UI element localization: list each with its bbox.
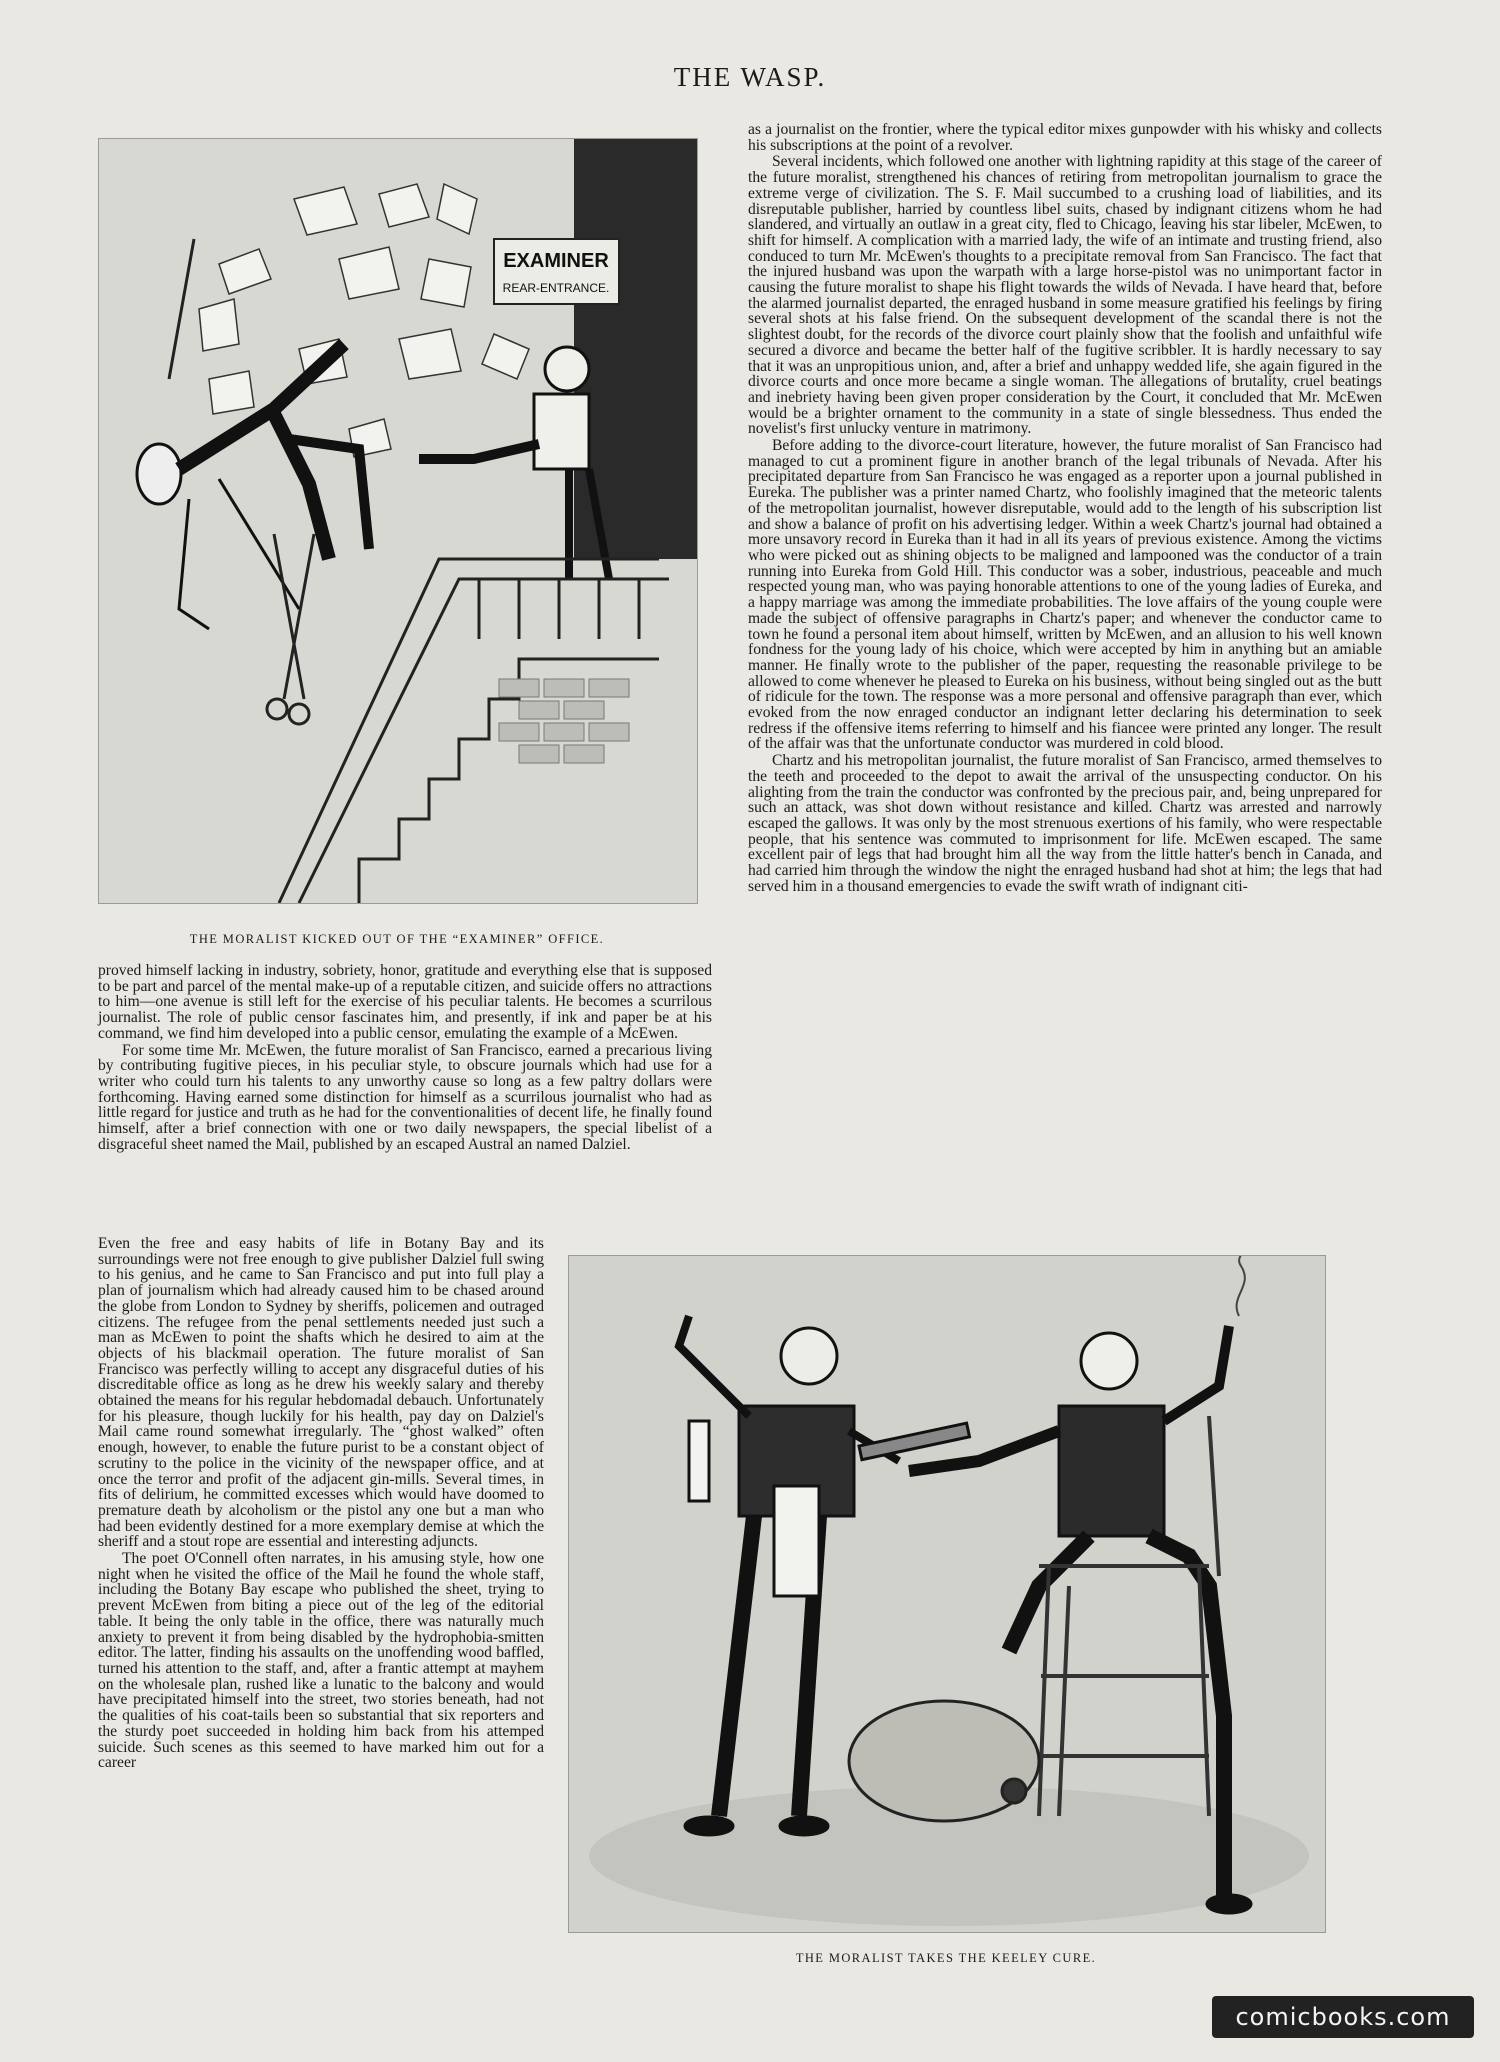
keeley-cure-drawing: [569, 1256, 1325, 1932]
right-paragraph-2: Several incidents, which followed one another with lightning rapidity at this stage of the career of the future moralist, strengthened his chances of retiring from metropolitan journalism to grace the extreme verge of civilization. The S. F. Mail succumbed to a crushing load of liabilities, and its disreputable publisher, harried by countless libel suits, chased by indignant citizens whom he had slandered, and virtually an outlaw in a great city, fled to Chicago, leaving his star libeler, McEwen, to shift for himself. A complication with a married lady, the wife of an intimate and trusting friend, also conduced to turn Mr. McEwen's thoughts to a precipitate removal from San Francisco. The fact that the injured husband was upon the warpath with a large horse-pistol was no unimportant factor in causing the future moralist to shape his flight towards the wilds of Nevada. I have heard that, before the alarmed journalist departed, the enraged husband in some measure gratified his feelings by firing several shots at his false friend. On the subsequent development of the scandal there is not the slightest doubt, for the records of the divorce court plainly show that the foolish and unfaithful wife secured a divorce and became the better half of the fugitive scribbler. It is hardly necessary to say that it was an unpropitious union, and, after a brief and unhappy wedded life, she again figured in the divorce courts and once more became a single woman. The allegations of brutality, cruel beatings and inebriety having been given proper consideration by the Court, it concluded that Mr. McEwen would be a brighter ornament to the community in a state of single blessedness. Thus ended the novelist's first unlucky venture in matrimony.: [748, 153, 1382, 438]
article-left-column-narrow: [98, 1236, 544, 1772]
illustration2-caption: THE MORALIST TAKES THE KEELEY CURE.: [795, 1951, 1097, 1965]
sign-line1: EXAMINER: [503, 250, 609, 272]
right-paragraph-1: as a journalist on the frontier, where the typical editor mixes gunpowder with his whisky and collects his subscriptions at the point of a revolver.: [748, 121, 1382, 154]
illustration-examiner-office: [98, 138, 698, 904]
article-right-column: [748, 122, 1382, 895]
left-paragraph-2: For some time Mr. McEwen, the future moralist of San Francisco, earned a precarious living by contributing fugitive pieces, in his peculiar style, to obscure journals which had use for a writer who could turn his talents to any unworthy cause so long as a few paltry dollars were forthcoming. Having earned some distinction for himself as a scurrilous journalist who had as little regard for justice and truth as he had for the conventionalities of decent life, he finally found himself, after a brief connection with one or two daily newspapers, the special libelist of a disgraceful sheet named the Mail, published by an escaped Austral an named Dalziel.: [98, 1041, 712, 1153]
illustration-keeley-cure: [568, 1255, 1326, 1933]
masthead-title: THE WASP.: [673, 62, 827, 92]
examiner-office-drawing: [99, 139, 697, 903]
left-paragraph-1: proved himself lacking in industry, sobriety, honor, gratitude and everything else that is supposed to be part and parcel of the mental make-up of a reputable citizen, and suicide offers no attractions to him—one avenue is still left for the exercise of his peculiar talents. He becomes a scurrilous journalist. The role of public censor fascinates him, and presently, if ink and paper be at his command, we find him developed into a public censor, emulating the example of a McEwen.: [98, 962, 712, 1042]
right-paragraph-3: Before adding to the divorce-court literature, however, the future moralist of San Francisco had managed to cut a prominent figure in another branch of the legal tribunals of Nevada. After his precipitated departure from San Francisco he was engaged as a reporter upon a journal published in Eureka. The publisher was a printer named Chartz, who foolishly imagined that the meteoric talents of the metropolitan journalist, however disreputable, would add to the length of his subscription list and show a balance of profit on his advertising ledger. Within a week Chartz's journal had obtained a more unsavory record in Eureka than it had in all its years of previous existence. Among the victims who were picked out as shining objects to be maligned and lampooned was the conductor of a train running into Eureka from Gold Hill. This conductor was a sober, industrious, peaceable and much respected young man, who was paying honorable attentions to one of the young ladies of Eureka, and a happy marriage was among the immediate probabilities. The love affairs of the young couple were made the subject of offensive paragraphs in Chartz's paper; and whenever the conductor came to town he found a personal item about himself, written by McEwen, and an allusion to his well known fondness for the young lady of his choice, which were accepted by him in anything but an amiable manner. He finally wrote to the publisher of the paper, requesting the reasonable privilege to be allowed to come whenever he pleased to Eureka on his business, without being singled out as the butt of ridicule for the town. The response was a more personal and offensive paragraph than ever, which evoked from the now enraged conductor an indignant letter declaring his determination to seek redress if the offensive items referring to himself and his fiancee were printed any longer. The result of the affair was that the unfortunate conductor was murdered in cold blood.: [748, 437, 1383, 753]
left-paragraph-3: Even the free and easy habits of life in Botany Bay and its surroundings were not free enough to give publisher Dalziel full swing to his genius, and he came to San Francisco and put into full play a plan of journalism which had already caused him to be chased around the globe from London to Sydney by sheriffs, policemen and outraged citizens. The refugee from the penal settlements needed just such a man as McEwen to point the shafts which he desired to aim at the objects of his blackmail operation. The future moralist of San Francisco was perfectly willing to accept any disgraceful duties of his discreditable office as long as he drew his weekly salary and thereby obtained the means for his regular hebdomadal debauch. Unfortunately for his pleasure, though luckily for his health, pay day on Dalziel's Mail came round somewhat irregularly. The “ghost walked” often enough, however, to enable the future purist to be a constant object of scrutiny to the police in the vicinity of the newspaper office, and at once the terror and profit of the adjacent gin-mills. Several times, in fits of delirium, he committed excesses which would have doomed to premature death by alcoholism or the pistol any one but a man who had been evidently destined for a more exemplary demise at which the sheriff and a stout rope are essential and interesting adjuncts.: [98, 1235, 544, 1551]
illustration1-caption: THE MORALIST KICKED OUT OF THE “EXAMINER” OFFICE.: [189, 932, 605, 946]
sign-line2: REAR-ENTRANCE.: [502, 281, 610, 295]
watermark: comicbooks.com: [1212, 1996, 1474, 2038]
left-paragraph-4: The poet O'Connell often narrates, in his amusing style, how one night when he visited the office of the Mail he found the whole staff, including the Botany Bay escape who published the sheet, trying to prevent McEwen from biting a piece out of the leg of the editorial table. It being the only table in the office, there was naturally much anxiety to prevent it from being disabled by the hydrophobia-smitten editor. The latter, finding his assaults on the unoffending wood baffled, turned his attention to the staff, and, after a frantic attempt at mayhem on the wholesale plan, rushed like a lunatic to the balcony and would have precipitated himself into the street, two stories beneath, had not the qualities of his coat-tails been so substantial that six reporters and the sturdy poet succeeded in holding him back from his attemped suicide. Such scenes as this seemed to have marked him out for a career: [98, 1550, 544, 1772]
right-paragraph-4: Chartz and his metropolitan journalist, the future moralist of San Francisco, armed themselves to the teeth and proceeded to the depot to await the arrival of the unsuspecting conductor. On his alighting from the train the conductor was confronted by the precious pair, and, being unprepared for such an attack, was shot down without resistance and killed. Chartz was arrested and narrowly escaped the gallows. It was only by the most strenuous exertions of his family, who were respectable people, that his sentence was commuted to imprisonment for life. McEwen escaped. The same excellent pair of legs that had brought him all the way from the little hatter's bench in Canada, and had carried him through the window the night the enraged husband had shot at him; the legs that had served him in a thousand emergencies to evade the swift wrath of indignant citi-: [748, 752, 1382, 895]
article-left-column-wide: [98, 963, 712, 1153]
